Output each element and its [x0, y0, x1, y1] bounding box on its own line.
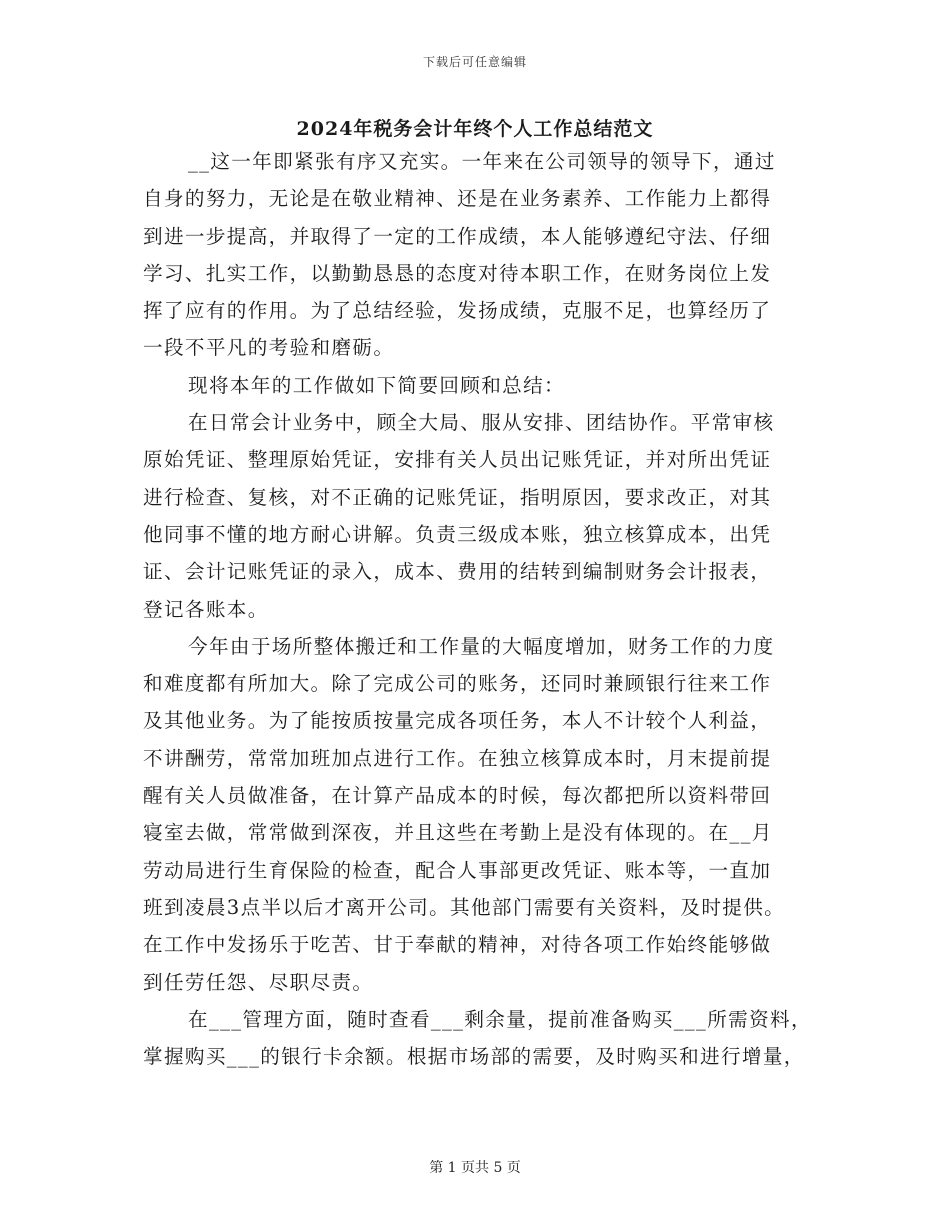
document-body	[143, 143, 818, 1075]
text-line: 不讲酬劳，常常加班加点进行工作。在独立核算成本时，月末提前提	[143, 746, 772, 770]
page-number-footer: 第 1 页共 5 页	[429, 1160, 521, 1176]
text-line: 到任劳任怨、尽职尽责。	[143, 970, 374, 994]
text-line: 班到凌晨3点半以后才离开公司。其他部门需要有关资料，及时提供。	[143, 895, 786, 919]
text-line: __这一年即紧张有序又充实。一年来在公司领导的领导下，通过	[188, 150, 776, 173]
text-line: 原始凭证、整理原始凭证，安排有关人员出记账凭证，并对所出凭证	[143, 448, 772, 472]
text-line: 今年由于场所整体搬迁和工作量的大幅度增加，财务工作的力度	[188, 634, 775, 658]
text-line: 及其他业务。为了能按质按量完成各项任务，本人不计较个人利益，	[143, 709, 772, 733]
text-line: 和难度都有所加大。除了完成公司的账务，还同时兼顾银行往来工作	[143, 672, 772, 696]
text-line: 挥了应有的作用。为了总结经验，发扬成绩，克服不足，也算经历了	[143, 299, 772, 323]
text-line: 他同事不懂的地方耐心讲解。负责三级成本账，独立核算成本，出凭	[143, 522, 772, 546]
text-line: 登记各账本。	[143, 597, 269, 621]
text-line: 学习、扎实工作，以勤勤恳恳的态度对待本职工作，在财务岗位上发	[143, 261, 772, 285]
text-line: 寝室去做，常常做到深夜，并且这些在考勤上是没有体现的。在__月	[143, 821, 773, 845]
text-line: 进行检查、复核，对不正确的记账凭证，指明原因，要求改正，对其	[143, 485, 772, 509]
text-line: 在日常会计业务中，顾全大局、服从安排、团结协作。平常审核	[188, 411, 775, 435]
text-line: 掌握购买___的银行卡余额。根据市场部的需要，及时购买和进行增量，	[143, 1045, 805, 1069]
text-line: 在工作中发扬乐于吃苦、甘于奉献的精神，对待各项工作始终能够做	[143, 933, 772, 957]
text-line: 醒有关人员做准备，在计算产品成本的时候，每次都把所以资料带回	[143, 784, 772, 808]
header-note: 下载后可任意编辑	[422, 55, 527, 69]
text-line: 劳动局进行生育保险的检查，配合人事部更改凭证、账本等，一直加	[143, 858, 772, 882]
text-line: 一段不平凡的考验和磨砺。	[143, 336, 395, 360]
text-line: 自身的努力，无论是在敬业精神、还是在业务素养、工作能力上都得	[143, 187, 772, 211]
text-line: 证、会计记账凭证的录入，成本、费用的结转到编制财务会计报表，	[143, 560, 772, 584]
text-line: 现将本年的工作做如下简要回顾和总结：	[188, 373, 565, 397]
text-line: 在___管理方面，随时查看___剩余量，提前准备购买___所需资料，	[188, 1007, 812, 1031]
document-title: 2024年税务会计年终个人工作总结范文	[296, 118, 654, 140]
text-line: 到进一步提高，并取得了一定的工作成绩，本人能够遵纪守法、仔细	[143, 224, 772, 248]
